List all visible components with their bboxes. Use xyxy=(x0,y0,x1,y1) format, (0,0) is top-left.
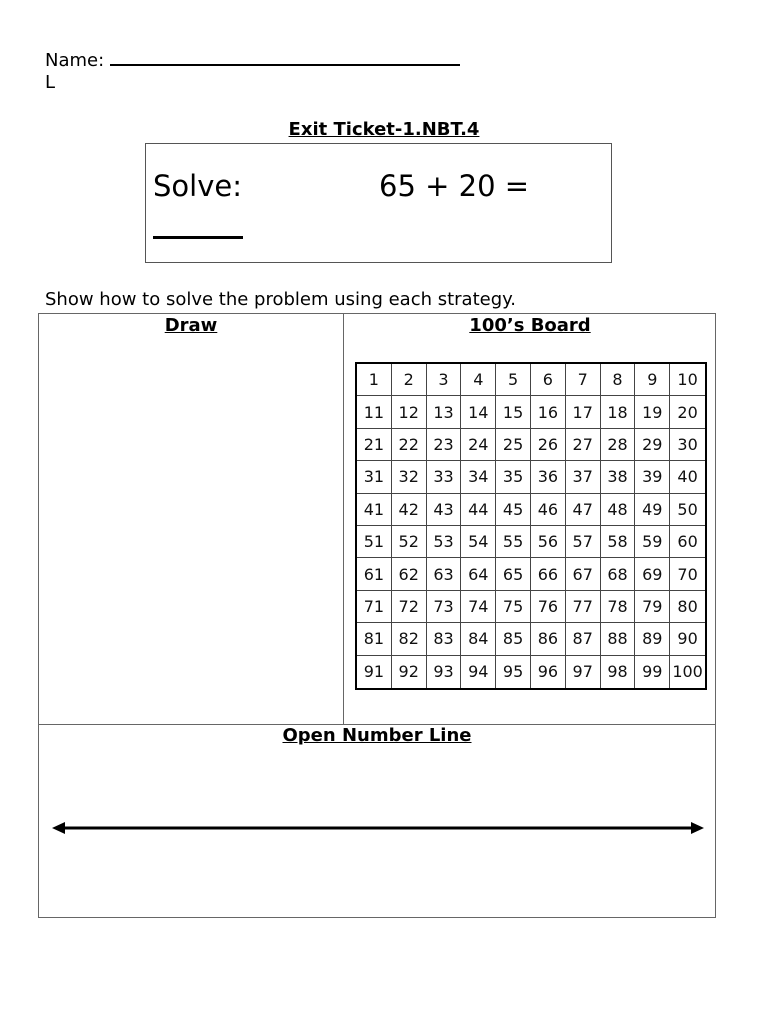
hundreds-board-cell: 53 xyxy=(427,526,462,558)
solve-label: Solve: xyxy=(153,169,242,203)
hundreds-board-cell: 97 xyxy=(566,656,601,688)
hundreds-board-cell: 83 xyxy=(427,623,462,655)
hundreds-board-cell: 59 xyxy=(635,526,670,558)
hundreds-board-cell: 40 xyxy=(670,461,705,493)
name-label: Name: xyxy=(45,50,105,71)
hundreds-board-cell: 91 xyxy=(357,656,392,688)
hundreds-board-cell: 44 xyxy=(461,494,496,526)
hundreds-board-cell: 25 xyxy=(496,429,531,461)
hundreds-board-cell: 15 xyxy=(496,396,531,428)
hundreds-board-cell: 10 xyxy=(670,364,705,396)
hundreds-board-cell: 50 xyxy=(670,494,705,526)
hundreds-board-cell: 45 xyxy=(496,494,531,526)
hundreds-board-cell: 31 xyxy=(357,461,392,493)
hundreds-board-cell: 61 xyxy=(357,558,392,590)
hundreds-board-cell: 65 xyxy=(496,558,531,590)
hundreds-board-cell: 64 xyxy=(461,558,496,590)
hundreds-board-cell: 68 xyxy=(601,558,636,590)
hundreds-board-cell: 20 xyxy=(670,396,705,428)
hundreds-board-cell: 18 xyxy=(601,396,636,428)
hundreds-board-cell: 27 xyxy=(566,429,601,461)
hundreds-board-cell: 7 xyxy=(566,364,601,396)
hundreds-board-cell: 69 xyxy=(635,558,670,590)
hundreds-board-cell: 99 xyxy=(635,656,670,688)
name-blank-line[interactable] xyxy=(110,46,460,66)
hundreds-board-cell: 17 xyxy=(566,396,601,428)
hundreds-board-cell: 43 xyxy=(427,494,462,526)
hundreds-board-cell: 14 xyxy=(461,396,496,428)
hundreds-board-cell: 70 xyxy=(670,558,705,590)
hundreds-board-cell: 3 xyxy=(427,364,462,396)
equation: 65 + 20 = xyxy=(379,169,530,203)
hundreds-board-cell: 13 xyxy=(427,396,462,428)
hundreds-board-cell: 62 xyxy=(392,558,427,590)
hundreds-board-cell: 30 xyxy=(670,429,705,461)
hundreds-board-cell: 80 xyxy=(670,591,705,623)
hundreds-board-cell: 28 xyxy=(601,429,636,461)
hundreds-board-cell: 81 xyxy=(357,623,392,655)
hundreds-board-cell: 78 xyxy=(601,591,636,623)
hundreds-board-cell: 77 xyxy=(566,591,601,623)
hundreds-board-cell: 63 xyxy=(427,558,462,590)
hundreds-board-cell: 55 xyxy=(496,526,531,558)
hundreds-board-cell: 98 xyxy=(601,656,636,688)
hundreds-board-cell: 96 xyxy=(531,656,566,688)
hundreds-board-cell: 41 xyxy=(357,494,392,526)
hundreds-board-cell: 38 xyxy=(601,461,636,493)
hundreds-board-cell: 84 xyxy=(461,623,496,655)
hundreds-board-cell: 92 xyxy=(392,656,427,688)
instructions: Show how to solve the problem using each strategy. xyxy=(45,289,516,310)
hundreds-board-cell: 6 xyxy=(531,364,566,396)
column-divider xyxy=(343,314,344,724)
hundreds-board-cell: 9 xyxy=(635,364,670,396)
hundreds-board-cell: 94 xyxy=(461,656,496,688)
hundreds-board-cell: 5 xyxy=(496,364,531,396)
hundreds-board-cell: 32 xyxy=(392,461,427,493)
hundreds-board-cell: 58 xyxy=(601,526,636,558)
draw-heading: Draw xyxy=(164,315,218,336)
hundreds-board-cell: 26 xyxy=(531,429,566,461)
hundreds-board-cell: 22 xyxy=(392,429,427,461)
hundreds-board-cell: 88 xyxy=(601,623,636,655)
hundreds-board-cell: 23 xyxy=(427,429,462,461)
hundreds-board-cell: 2 xyxy=(392,364,427,396)
problem-box xyxy=(145,143,612,263)
hundreds-board-cell: 48 xyxy=(601,494,636,526)
hundreds-board-cell: 16 xyxy=(531,396,566,428)
hundreds-board-cell: 93 xyxy=(427,656,462,688)
hundreds-board-cell: 33 xyxy=(427,461,462,493)
hundreds-board-cell: 47 xyxy=(566,494,601,526)
hundreds-board-cell: 46 xyxy=(531,494,566,526)
hundreds-board-cell: 89 xyxy=(635,623,670,655)
hundreds-board-cell: 66 xyxy=(531,558,566,590)
hundreds-board-cell: 100 xyxy=(672,662,703,682)
hundreds-board-cell: 54 xyxy=(461,526,496,558)
hundreds-board-cell: 86 xyxy=(531,623,566,655)
hundreds-board-cell: 79 xyxy=(635,591,670,623)
page-title: Exit Ticket-1.NBT.4 xyxy=(288,119,480,140)
hundreds-board-cell: 24 xyxy=(461,429,496,461)
answer-blank-line[interactable] xyxy=(153,236,243,239)
hundreds-board-cell: 56 xyxy=(531,526,566,558)
hundreds-board-cell: 71 xyxy=(357,591,392,623)
hundreds-board-cell: 82 xyxy=(392,623,427,655)
hundreds-board-cell: 29 xyxy=(635,429,670,461)
hundreds-board-cell: 57 xyxy=(566,526,601,558)
hundreds-board-cell: 1 xyxy=(357,364,392,396)
number-line-arrow xyxy=(52,818,704,838)
board-heading: 100’s Board xyxy=(469,315,591,336)
hundreds-board-cell: 67 xyxy=(566,558,601,590)
hundreds-board-cell: 90 xyxy=(670,623,705,655)
hundreds-board-cell: 8 xyxy=(601,364,636,396)
hundreds-board-cell: 39 xyxy=(635,461,670,493)
hundreds-board-cell: 51 xyxy=(357,526,392,558)
name-continuation: L xyxy=(45,72,56,93)
hundreds-board-cell: 35 xyxy=(496,461,531,493)
name-row xyxy=(45,46,460,72)
hundreds-board-cell: 75 xyxy=(496,591,531,623)
hundreds-board-cell: 74 xyxy=(461,591,496,623)
hundreds-board xyxy=(355,362,707,690)
hundreds-board-cell: 49 xyxy=(635,494,670,526)
hundreds-board-cell: 19 xyxy=(635,396,670,428)
hundreds-board-cell: 12 xyxy=(392,396,427,428)
hundreds-board-cell: 85 xyxy=(496,623,531,655)
hundreds-board-cell: 73 xyxy=(427,591,462,623)
hundreds-board-cell: 76 xyxy=(531,591,566,623)
hundreds-board-cell: 37 xyxy=(566,461,601,493)
hundreds-board-cell: 60 xyxy=(670,526,705,558)
hundreds-board-cell: 52 xyxy=(392,526,427,558)
hundreds-board-cell: 4 xyxy=(461,364,496,396)
hundreds-board-cell: 11 xyxy=(357,396,392,428)
hundreds-board-cell: 72 xyxy=(392,591,427,623)
hundreds-board-cell: 21 xyxy=(357,429,392,461)
number-line-heading: Open Number Line xyxy=(282,725,472,746)
hundreds-board-cell: 95 xyxy=(496,656,531,688)
hundreds-board-cell: 87 xyxy=(566,623,601,655)
hundreds-board-cell: 36 xyxy=(531,461,566,493)
hundreds-board-cell: 34 xyxy=(461,461,496,493)
hundreds-board-cell: 42 xyxy=(392,494,427,526)
